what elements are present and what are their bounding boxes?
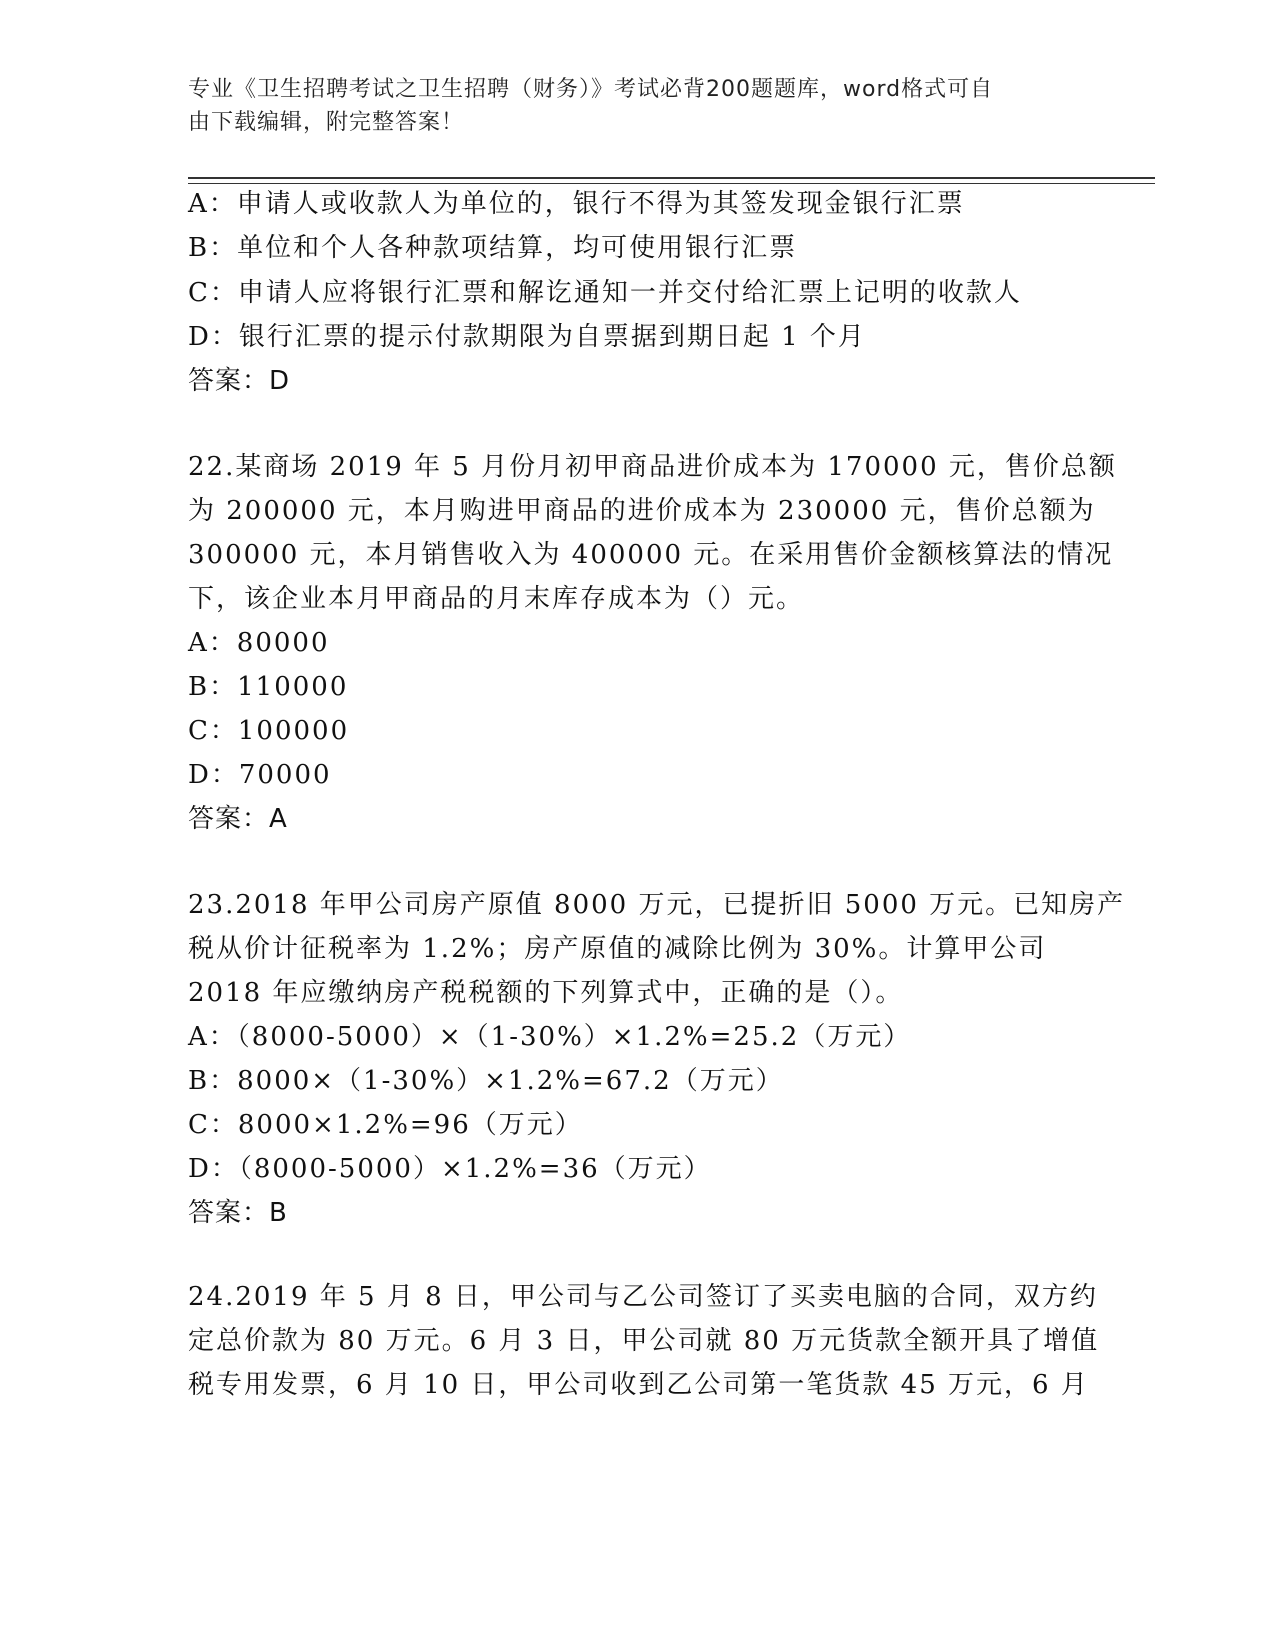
answer-label: 答案：D xyxy=(188,366,291,396)
option-c: C：100000 xyxy=(188,716,350,746)
title-line-1: 专业《卫生招聘考试之卫生招聘（财务）》考试必背200题题库，word格式可自 xyxy=(188,77,994,102)
header-divider-thin xyxy=(188,183,1155,184)
question-stem-line: 2018 年应缴纳房产税税额的下列算式中，正确的是（）。 xyxy=(188,978,904,1008)
option-c: C：申请人应将银行汇票和解讫通知一并交付给汇票上记明的收款人 xyxy=(188,278,1022,308)
title-line-2: 由下载编辑，附完整答案！ xyxy=(188,110,465,135)
option-c: C：8000×1.2%=96（万元） xyxy=(188,1110,583,1140)
option-d: D：（8000-5000）×1.2%=36（万元） xyxy=(188,1154,712,1184)
question-stem-line: 下，该企业本月甲商品的月末库存成本为（）元。 xyxy=(188,584,805,614)
question-stem-line: 定总价款为 80 万元。6 月 3 日，甲公司就 80 万元货款全额开具了增值 xyxy=(188,1326,1100,1356)
option-b: B：8000×（1-30%）×1.2%=67.2（万元） xyxy=(188,1066,784,1096)
question-stem-line: 22.某商场 2019 年 5 月份月初甲商品进价成本为 170000 元，售价总额 xyxy=(188,452,1117,482)
option-a: A：80000 xyxy=(188,628,330,658)
option-d: D：银行汇票的提示付款期限为自票据到期日起 1 个月 xyxy=(188,322,866,352)
header-divider-thick xyxy=(188,177,1155,179)
answer-label: 答案：B xyxy=(188,1198,288,1228)
question-stem-line: 税专用发票，6 月 10 日，甲公司收到乙公司第一笔货款 45 万元，6 月 xyxy=(188,1370,1089,1400)
question-stem-line: 300000 元，本月销售收入为 400000 元。在采用售价金额核算法的情况 xyxy=(188,540,1114,570)
question-stem-line: 23.2018 年甲公司房产原值 8000 万元，已提折旧 5000 万元。已知房产 xyxy=(188,890,1126,920)
option-b: B：110000 xyxy=(188,672,349,702)
answer-label: 答案：A xyxy=(188,804,288,834)
option-a: A：申请人或收款人为单位的，银行不得为其签发现金银行汇票 xyxy=(188,189,965,219)
document-title xyxy=(188,73,1088,139)
question-stem-line: 税从价计征税率为 1.2%；房产原值的减除比例为 30%。计算甲公司 xyxy=(188,934,1047,964)
option-a: A：（8000-5000）×（1-30%）×1.2%=25.2（万元） xyxy=(188,1022,912,1052)
option-d: D：70000 xyxy=(188,760,332,790)
option-b: B：单位和个人各种款项结算，均可使用银行汇票 xyxy=(188,233,798,263)
question-stem-line: 为 200000 元，本月购进甲商品的进价成本为 230000 元，售价总额为 xyxy=(188,496,1096,526)
question-stem-line: 24.2019 年 5 月 8 日，甲公司与乙公司签订了买卖电脑的合同，双方约 xyxy=(188,1282,1098,1312)
